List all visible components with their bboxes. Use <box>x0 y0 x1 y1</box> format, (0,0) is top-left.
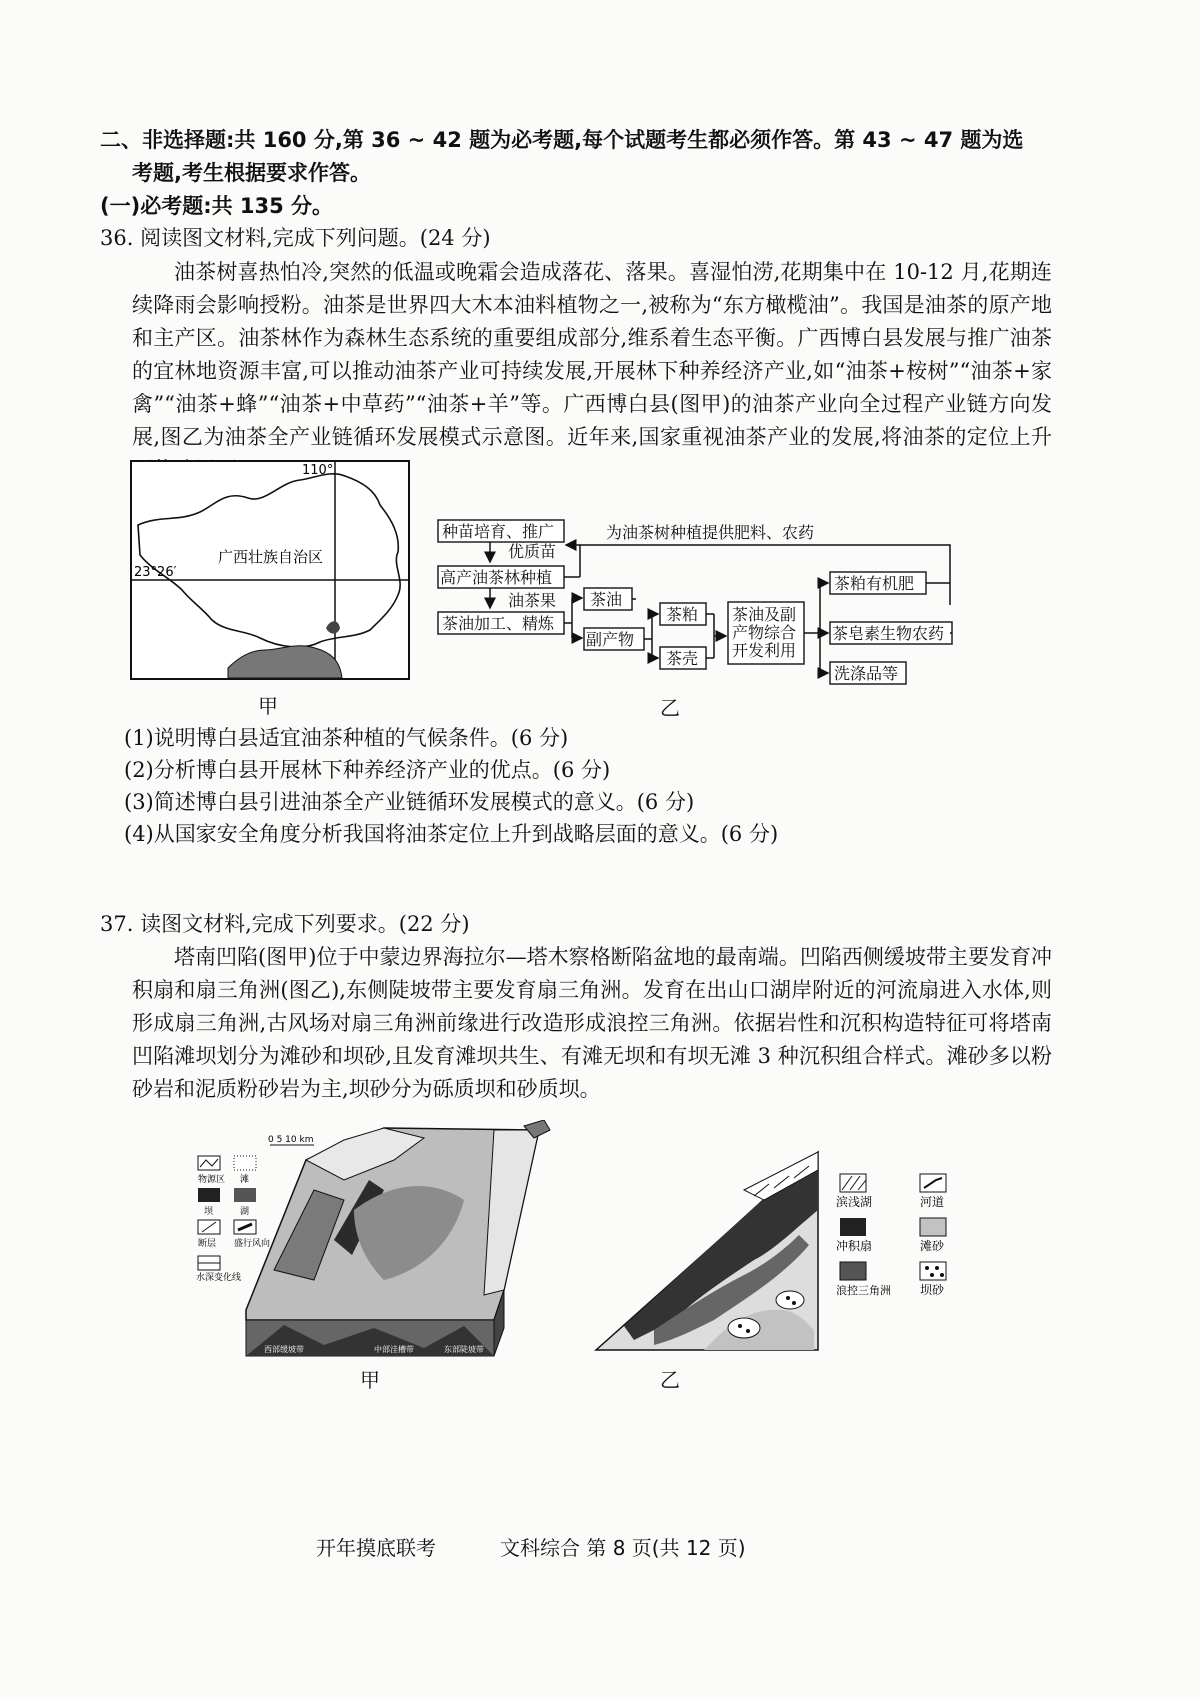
text-seedling: 种苗培育、推广 <box>442 522 555 541</box>
bar-sand-1 <box>728 1318 760 1338</box>
legend-beach-sand-icon <box>920 1218 946 1236</box>
region-label: 广西壮族自治区 <box>218 548 324 566</box>
q36-title: 36. 阅读图文材料,完成下列问题。(24 分) <box>100 226 491 250</box>
latitude-label: 23°26′ <box>134 565 177 580</box>
text-byproduct: 副产物 <box>586 630 635 649</box>
legend-depth: 水深变化线 <box>196 1273 242 1283</box>
legend-bar-sand: 坝砂 <box>920 1283 945 1297</box>
q36-material: 油茶树喜热怕冷,突然的低温或晚霜会造成落花、落果。喜湿怕涝,花期集中在 10-12 月,花期连续降雨会影响授粉。油茶是世界四大木本油料植物之一,被称为“东方橄榄油”。我国是油茶的原产地和主产区。油茶林作为森林生态系统的重要组成部分,维系着生态平衡。广西博白县发展与推广油茶的宜林地资源丰富,可以推动油茶产业可持续发展,开展林下种养经济产业,如“油茶+桉树”“油茶+家禽”“油茶+蜂”“油茶+中草药”“油茶+羊”等。广西博白县(图甲)的油茶产业向全过程产业链方向发展,图乙为油茶全产业链循环发展模式示意图。近年来,国家重视油茶产业的发展,将油茶的定位上升 <box>132 260 1052 449</box>
label-east: 东部陡坡带 <box>444 1345 484 1354</box>
legend-shallow-lake: 滨浅湖 <box>836 1195 873 1209</box>
q37-fig1-caption: 甲 <box>360 1368 380 1392</box>
text-pest: 茶皂素生物农药 <box>832 624 945 643</box>
text-cake: 茶粕 <box>666 605 699 624</box>
q37-fig2-legend <box>836 1170 996 1320</box>
legend-beach-sand: 滩砂 <box>920 1239 945 1253</box>
q36-flow-figure <box>430 510 1050 690</box>
east-steep-slope <box>484 1130 539 1295</box>
text-fruit: 油茶果 <box>508 591 557 610</box>
footer-page-info: 文科综合 第 8 页(共 12 页) <box>500 1536 746 1560</box>
legend-beach-icon <box>234 1156 256 1170</box>
footer-exam-name: 开年摸底联考 <box>316 1536 436 1560</box>
legend-bar-sand-icon <box>920 1262 946 1280</box>
text-use2: 产物综合 <box>732 623 797 642</box>
q36-question-2: (2)分析博白县开展林下种养经济产业的优点。(6 分) <box>124 758 611 782</box>
bar-sand-2 <box>776 1291 804 1309</box>
q37-block-diagram <box>194 1120 564 1360</box>
legend-shallow-lake-icon <box>840 1174 866 1192</box>
legend-lake-icon <box>234 1188 256 1202</box>
q36-question-4: (4)从国家安全角度分析我国将油茶定位上升到战略层面的意义。(6 分) <box>124 822 779 846</box>
legend-channel: 河道 <box>920 1195 945 1209</box>
q37-facies-map <box>594 1150 824 1360</box>
legend-alluvial-fan: 冲积扇 <box>836 1239 873 1253</box>
legend-lake: 湖 <box>240 1207 250 1217</box>
q36-question-3: (3)简述博白县引进油茶全产业链循环发展模式的意义。(6 分) <box>124 790 695 814</box>
longitude-label: 110° <box>302 463 334 478</box>
text-wash: 洗涤品等 <box>834 664 899 683</box>
legend-wind: 盛行风向 <box>234 1239 271 1249</box>
legend-source: 物源区 <box>198 1175 226 1185</box>
legend-beach: 滩 <box>240 1175 250 1185</box>
text-use3: 开发利用 <box>732 641 797 660</box>
legend-fault: 断层 <box>198 1239 217 1249</box>
q36-map-caption: 甲 <box>258 694 278 718</box>
label-west: 西部缓坡带 <box>264 1345 304 1354</box>
text-oil: 茶油 <box>590 590 623 609</box>
text-use1: 茶油及副 <box>732 605 797 624</box>
q37-fig2-caption: 乙 <box>660 1368 680 1392</box>
q36-flow-caption: 乙 <box>660 696 680 720</box>
q36-map-figure <box>130 460 410 680</box>
text-fert: 茶粕有机肥 <box>834 574 915 593</box>
section-header: 二、非选择题:共 160 分,第 36 ~ 42 题为必考题,每个试题考生都必须作答。第 43 ~ 47 题为选 <box>100 128 1024 152</box>
q36-question-1: (1)说明博白县适宜油茶种植的气候条件。(6 分) <box>124 726 569 750</box>
label-middle: 中部洼槽带 <box>374 1345 414 1354</box>
section-subheader: (一)必考题:共 135 分。 <box>100 194 334 218</box>
scale-label: 0 5 10 km <box>268 1135 314 1145</box>
legend-wave-delta-icon <box>840 1262 866 1280</box>
legend-bar-icon <box>198 1188 220 1202</box>
section-header-cont: 考题,考生根据要求作答。 <box>132 161 371 185</box>
text-quality: 优质苗 <box>508 542 557 561</box>
text-shell: 茶壳 <box>666 649 699 668</box>
q37-title: 37. 读图文材料,完成下列要求。(22 分) <box>100 912 470 936</box>
text-process: 茶油加工、精炼 <box>442 614 555 633</box>
legend-alluvial-fan-icon <box>840 1218 866 1236</box>
legend-bar: 坝 <box>204 1207 214 1217</box>
text-feedback: 为油茶树种植提供肥料、农药 <box>606 523 815 542</box>
q37-material: 塔南凹陷(图甲)位于中蒙边界海拉尔—塔木察格断陷盆地的最南端。凹陷西侧缓坡带主要发育冲积扇和扇三角洲(图乙),东侧陡坡带主要发育扇三角洲。发育在出山口湖岸附近的河流扇进入水体,则形成扇三角洲,古风场对扇三角洲前缘进行改造形成浪控三角洲。依据岩性和沉积构造特征可将塔南凹陷滩坝划分为滩砂和坝砂,且发育滩坝共生、有滩无坝和有坝无滩 3 种沉积组合样式。滩砂多以粉砂岩和泥质粉砂岩为主,坝砂分为砾质坝和砂质坝。 <box>132 945 1052 1101</box>
legend-wave-delta: 浪控三角洲 <box>836 1284 891 1297</box>
text-plant: 高产油茶林种植 <box>440 568 553 587</box>
